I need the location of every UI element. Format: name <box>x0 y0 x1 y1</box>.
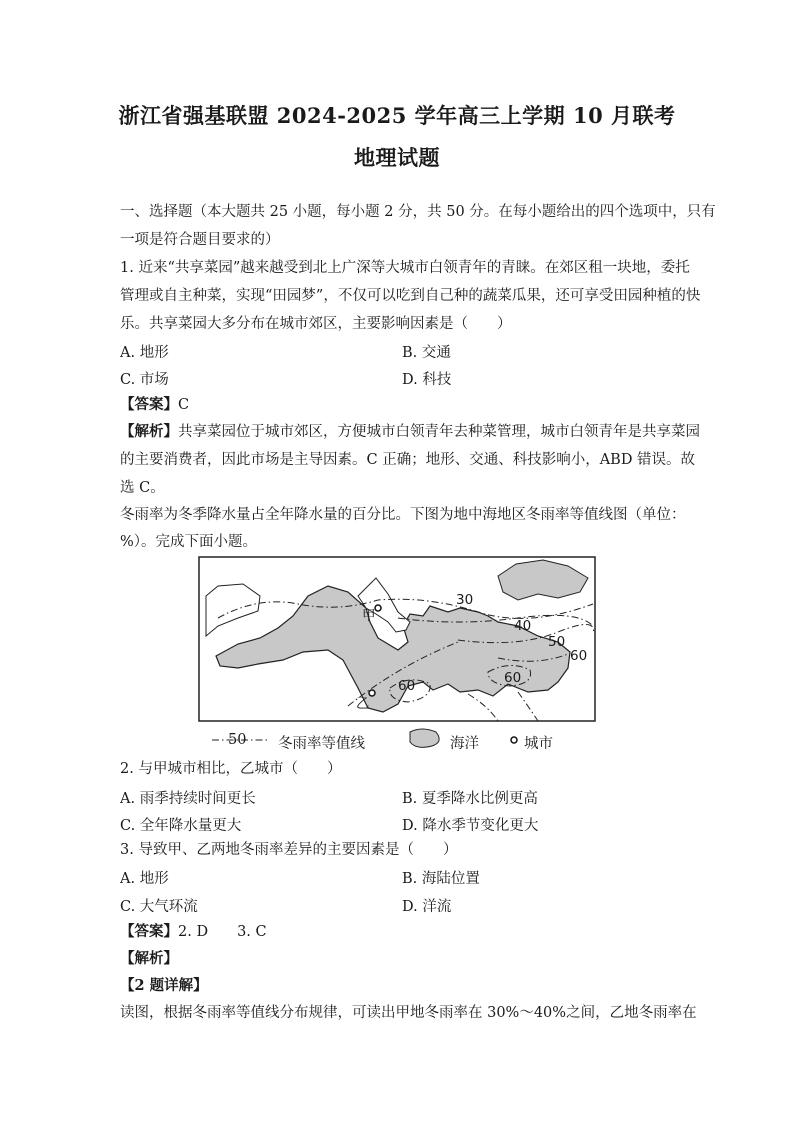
legend-city-text: 城市 <box>524 736 553 752</box>
material-text: %）。完成下面小题。 <box>120 534 258 550</box>
q3-option-b: B. 海陆位置 <box>402 871 480 887</box>
legend-sea-swatch <box>410 729 439 747</box>
isoline-label-60-right: 60 <box>570 648 588 664</box>
city-yi-marker <box>369 690 375 696</box>
q2-option-a: A. 雨季持续时间更长 <box>120 791 256 807</box>
section-intro-line: 一项是符合题目要求的） <box>120 232 280 248</box>
isoline-label-50: 50 <box>548 634 566 650</box>
q2-detail-text: 读图，根据冬雨率等值线分布规律，可读出甲地冬雨率在 30%～40%之间，乙地冬雨率在 <box>120 1005 697 1021</box>
q1-option-b: B. 交通 <box>402 345 451 361</box>
q2-q3-answer <box>120 922 680 942</box>
section-intro-line: 一、选择题（本大题共 25 小题，每小题 2 分，共 50 分。在每小题给出的四个选项中，只有 <box>120 204 716 220</box>
q2-detail-label: 【2 题详解】 <box>120 977 208 994</box>
legend-city-marker <box>511 737 517 743</box>
q1-option-d: D. 科技 <box>402 372 452 388</box>
q2-option-d: D. 降水季节变化更大 <box>402 818 539 834</box>
answer-label: 【答案】 <box>120 396 178 413</box>
mediterranean-winter-rain-map <box>198 556 596 752</box>
question-1-stem: 管理或自主种菜，实现“田园梦”，不仅可以吃到自己种的蔬菜瓜果，还可享受田园种植的快 <box>120 288 701 304</box>
q2-option-b: B. 夏季降水比例更高 <box>402 791 538 807</box>
answer-label: 【答案】 <box>120 923 178 940</box>
isoline-label-60-a: 60 <box>398 678 416 694</box>
exam-subtitle: 地理试题 <box>354 145 440 170</box>
city-yi-label: 乙 <box>356 696 370 712</box>
answer-value: C <box>178 397 190 413</box>
isoline-label-60-b: 60 <box>504 670 522 686</box>
q3-option-a: A. 地形 <box>120 871 169 887</box>
q1-option-a: A. 地形 <box>120 345 169 361</box>
question-1-stem: 乐。共享菜园大多分布在城市郊区，主要影响因素是（ ） <box>120 316 512 332</box>
city-jia-label: 甲 <box>362 608 376 624</box>
legend-isoline-value: 50 <box>228 732 247 748</box>
map-svg <box>198 556 596 752</box>
isoline-label-40: 40 <box>514 618 532 634</box>
question-2-stem: 2. 与甲城市相比，乙城市（ ） <box>120 761 342 777</box>
legend-sea-text: 海洋 <box>450 736 479 752</box>
isoline-label-30: 30 <box>456 592 474 608</box>
q1-analysis <box>120 422 700 442</box>
exam-title: 浙江省强基联盟 2024-2025 学年高三上学期 10 月联考 <box>118 103 676 128</box>
legend-isoline-text: 冬雨率等值线 <box>278 736 365 752</box>
question-3-stem: 3. 导致甲、乙两地冬雨率差异的主要因素是（ ） <box>120 842 458 858</box>
analysis-label: 【解析】 <box>120 423 178 440</box>
q1-answer <box>120 395 680 415</box>
answer-value: 2. D 3. C <box>178 924 267 940</box>
q1-option-c: C. 市场 <box>120 372 169 388</box>
city-jia-marker <box>375 605 381 611</box>
q3-option-d: D. 洋流 <box>402 899 452 915</box>
q1-analysis-text: 的主要消费者，因此市场是主导因素。C 正确；地形、交通、科技影响小，ABD 错误。故 <box>120 452 696 468</box>
q3-option-c: C. 大气环流 <box>120 899 198 915</box>
q2-q3-analysis-label: 【解析】 <box>120 950 178 967</box>
q2-option-c: C. 全年降水量更大 <box>120 818 242 834</box>
q1-analysis-text: 选 C。 <box>120 480 165 496</box>
question-1-stem: 1. 近来“共享菜园”越来越受到北上广深等大城市白领青年的青睐。在郊区租一块地，委托 <box>120 260 690 276</box>
analysis-text: 共享菜园位于城市郊区，方便城市白领青年去种菜管理，城市白领青年是共享菜园 <box>178 424 700 440</box>
material-text: 冬雨率为冬季降水量占全年降水量的百分比。下图为地中海地区冬雨率等值线图（单位： <box>120 507 686 523</box>
